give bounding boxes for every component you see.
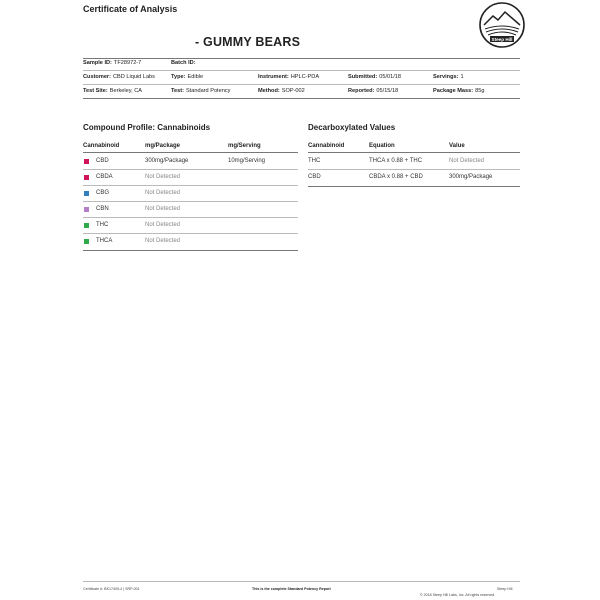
profile-header-package: mg/Package xyxy=(145,143,181,149)
thc-color-swatch xyxy=(84,223,89,228)
profile-row-name: THCA xyxy=(96,238,113,244)
profile-row-rule xyxy=(83,217,298,218)
test-field: Test: Standard Potency xyxy=(171,88,231,94)
decarb-row-name: THC xyxy=(308,158,321,164)
profile-row-rule xyxy=(83,233,298,234)
submitted-field: Submitted: 05/01/18 xyxy=(348,74,401,80)
decarb-row-equation: CBDA x 0.88 + CBD xyxy=(369,174,423,180)
profile-row-rule xyxy=(83,169,298,170)
decarb-row-rule xyxy=(308,169,520,170)
type-field: Type: Edible xyxy=(171,74,204,80)
logo-text: Steep Hill xyxy=(491,36,513,42)
copyright-notice: © 2018 Steep Hill Labs, Inc. All rights reserved. xyxy=(420,593,496,597)
decarb-row-equation: THCA x 0.88 + THC xyxy=(369,158,423,164)
profile-row-name: THC xyxy=(96,222,109,228)
reported-field: Reported: 05/15/18 xyxy=(348,88,399,94)
profile-title: Compound Profile: Cannabinoids xyxy=(83,123,211,132)
profile-row-package: Not Detected xyxy=(145,174,181,180)
profile-header-serving: mg/Serving xyxy=(228,143,261,149)
profile-row-name: CBN xyxy=(96,206,109,212)
package-mass-field: Package Mass: 85g xyxy=(433,88,485,94)
profile-bottom-rule xyxy=(83,250,298,251)
footer-company: Steep Hill xyxy=(497,587,513,591)
profile-header-cannabinoid: Cannabinoid xyxy=(83,143,120,149)
info-rule-2 xyxy=(83,84,520,85)
batch-id-field: Batch ID: xyxy=(171,60,196,66)
cbda-color-swatch xyxy=(84,175,89,180)
method-field: Method: SOP-002 xyxy=(258,88,305,94)
sample-id-field: Sample ID: TF28972-7 xyxy=(83,60,142,66)
cbd-color-swatch xyxy=(84,159,89,164)
profile-row-package: Not Detected xyxy=(145,238,181,244)
cbn-color-swatch xyxy=(84,207,89,212)
footer-rule xyxy=(83,581,520,582)
profile-row-package: Not Detected xyxy=(145,206,181,212)
profile-row-package: 300mg/Package xyxy=(145,158,189,164)
profile-row-name: CBD xyxy=(96,158,109,164)
document-title: Certificate of Analysis xyxy=(83,4,178,14)
decarb-row-name: CBD xyxy=(308,174,321,180)
decarb-row-value: Not Detected xyxy=(449,158,485,164)
decarb-bottom-rule xyxy=(308,186,520,187)
decarb-header-rule xyxy=(308,152,520,153)
customer-field: Customer: CBD Liquid Labs xyxy=(83,74,155,80)
profile-row-package: Not Detected xyxy=(145,190,181,196)
info-rule-1 xyxy=(83,70,520,71)
profile-row-rule xyxy=(83,201,298,202)
servings-field: Servings: 1 xyxy=(433,74,464,80)
instrument-field: Instrument: HPLC-PDA xyxy=(258,74,320,80)
thca-color-swatch xyxy=(84,239,89,244)
profile-row-name: CBG xyxy=(96,190,110,196)
decarb-header-value: Value xyxy=(449,143,465,149)
decarb-title: Decarboxylated Values xyxy=(308,123,396,132)
profile-row-name: CBDA xyxy=(96,174,113,180)
info-top-rule xyxy=(83,58,520,59)
info-bottom-rule xyxy=(83,98,520,99)
decarb-row-value: 300mg/Package xyxy=(449,174,493,180)
profile-row-package: Not Detected xyxy=(145,222,181,228)
cbg-color-swatch xyxy=(84,191,89,196)
certificate-number: Certificate #: BK17409-4 | SRP-001 xyxy=(83,587,140,591)
product-name: - GUMMY BEARS xyxy=(195,35,301,49)
decarb-header-equation: Equation xyxy=(369,143,395,149)
profile-header-rule xyxy=(83,152,298,153)
steep-hill-logo xyxy=(478,1,526,49)
profile-row-serving: 10mg/Serving xyxy=(228,158,266,164)
decarb-header-cannabinoid: Cannabinoid xyxy=(308,143,345,149)
report-note: This is the complete Standard Potency Report xyxy=(252,587,331,591)
profile-row-rule xyxy=(83,185,298,186)
test-site-field: Test Site: Berkeley, CA xyxy=(83,88,142,94)
